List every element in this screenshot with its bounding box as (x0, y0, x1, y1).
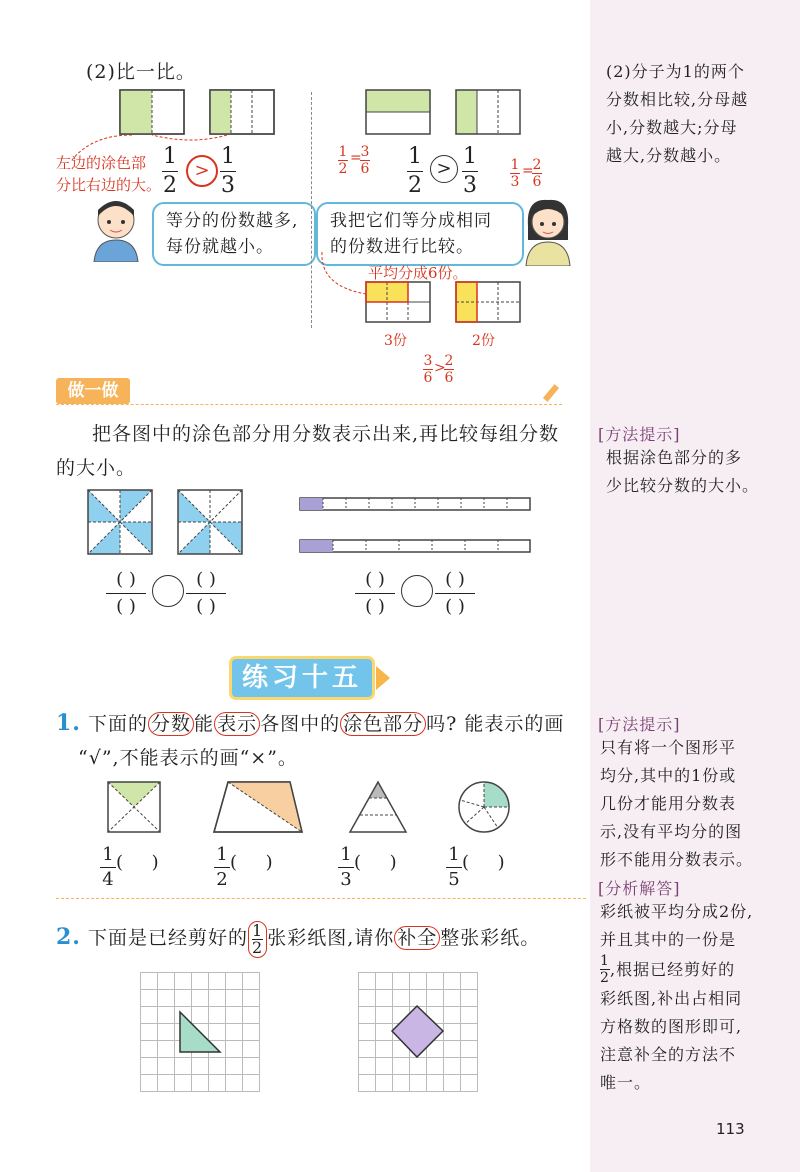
denominator: 6 (423, 370, 433, 386)
q2-keyword-complete: 补全 (394, 926, 440, 950)
numerator: 3 (423, 353, 433, 369)
side-note-line: 分数相比较,分母越 (606, 90, 749, 109)
share-3-label: 3份 (384, 333, 407, 349)
q1-figures (106, 780, 526, 836)
blank-denominator[interactable]: ( ) (196, 596, 216, 617)
tip-line: 彩纸图,补出占相同 (600, 989, 743, 1008)
task-line1: 把各图中的涂色部分用分数表示出来,再比较每组分数 (92, 423, 560, 445)
blank-numerator[interactable]: ( ) (445, 569, 465, 590)
denominator: 6 (444, 370, 454, 386)
tip-line: 形不能用分数表示。 (600, 850, 754, 869)
task-instruction (56, 417, 576, 485)
equals-sign-right: = (522, 163, 534, 179)
q1-answer-1[interactable]: ( ) (116, 852, 159, 873)
compare-circle: > (430, 155, 458, 183)
tip3-fraction (600, 954, 610, 985)
blank-fraction-3[interactable] (349, 570, 401, 617)
numerator: 1 (600, 953, 610, 969)
numerator: 1 (338, 144, 348, 160)
small-fraction-3-6-bottom (423, 354, 433, 385)
q2-number: 2. (56, 924, 81, 950)
left-note-line2: 分比右边的大。 (56, 176, 162, 194)
denominator: 2 (163, 173, 177, 198)
numerator: 1 (102, 844, 114, 865)
denominator: 2 (600, 970, 610, 986)
tip-line: ,根据已经剪好的 (610, 959, 736, 979)
denominator: 2 (408, 173, 422, 198)
small-fraction-3-6 (360, 145, 370, 176)
tip3-body (600, 898, 796, 1097)
numerator: 3 (360, 144, 370, 160)
zuoyizuo-line (56, 404, 562, 405)
denominator: 4 (102, 869, 114, 890)
numerator: 1 (163, 144, 177, 169)
part2-title: (2)比一比。 (86, 61, 196, 83)
right-fraction-figures (364, 88, 524, 138)
q2-text-c: 整张彩纸。 (440, 927, 541, 949)
numerator: 2 (444, 353, 454, 369)
denominator: 2 (216, 869, 228, 890)
q1-text-b: 能 (194, 713, 215, 735)
q1-fraction-2 (214, 845, 230, 890)
square-figures (86, 488, 246, 556)
q1-line2: “√”,不能表示的画“×”。 (78, 747, 298, 769)
q1-keyword-represent: 表示 (214, 712, 260, 736)
q1-fraction-1 (100, 845, 116, 890)
q2-fraction (248, 921, 267, 958)
section-divider (56, 898, 586, 899)
tip-line: 唯一。 (600, 1073, 652, 1092)
numerator: 1 (408, 144, 422, 169)
share-2-label: 2份 (472, 333, 495, 349)
fraction-one-half-right (407, 145, 423, 198)
denominator: 6 (360, 161, 370, 177)
q1-text-d: 吗? 能表示的画 (426, 713, 565, 735)
tip-line: 少比较分数的大小。 (606, 476, 760, 495)
denominator: 2 (252, 937, 264, 957)
boy-bubble-line1: 等分的份数越多, (166, 211, 299, 231)
numerator: 1 (221, 144, 235, 169)
tip1-body (606, 444, 796, 500)
page-number: 113 (716, 1120, 745, 1138)
denominator: 3 (510, 174, 520, 190)
tip-line-with-fraction (600, 954, 796, 985)
small-fraction-1-2 (338, 145, 348, 176)
q1-keyword-fraction: 分数 (148, 712, 194, 736)
tip-line: 几份才能用分数表 (600, 794, 737, 813)
q1-answer-2[interactable]: ( ) (230, 852, 273, 873)
tip1-title: [方法提示] (598, 425, 681, 444)
blank-denominator[interactable]: ( ) (445, 596, 465, 617)
blank-fraction-2[interactable] (180, 570, 232, 617)
split-label: 平均分成6份。 (368, 264, 468, 282)
denominator: 3 (340, 869, 352, 890)
blank-fraction-4[interactable] (429, 570, 481, 617)
side-note-1 (606, 58, 796, 170)
blank-denominator[interactable]: ( ) (116, 596, 136, 617)
fraction-one-third-right (462, 145, 478, 198)
q2-text-b: 张彩纸图,请你 (267, 927, 395, 949)
sixths-figures (364, 280, 524, 328)
blank-fraction-1[interactable] (100, 570, 152, 617)
banner-arrow-icon (376, 666, 390, 690)
blank-numerator[interactable]: ( ) (196, 569, 216, 590)
tip-line: 示,没有平均分的图 (600, 822, 743, 841)
q1-answer-4[interactable]: ( ) (462, 852, 505, 873)
grid-right-shape (358, 972, 478, 1092)
denominator: 3 (221, 173, 235, 198)
girl-bubble-line2: 的份数进行比较。 (330, 237, 474, 257)
tip-line: 彩纸被平均分成2份, (600, 902, 754, 921)
tip-line: 注意补全的方法不 (600, 1045, 737, 1064)
girl-bubble-line1: 我把它们等分成相同 (330, 211, 492, 231)
left-note (56, 152, 161, 196)
q1-number: 1. (56, 710, 81, 736)
numerator: 2 (532, 157, 542, 173)
sidebar-notes (590, 0, 800, 1172)
greater-sign-bottom: > (434, 360, 446, 376)
tip-line: 只有将一个图形平 (600, 738, 737, 757)
vertical-divider (311, 92, 312, 328)
tip2-title: [方法提示] (598, 715, 681, 734)
tip-line: 方格数的图形即可, (600, 1017, 743, 1036)
exercise-banner: 练习十五 (232, 659, 372, 697)
tip-line: 均分,其中的1份或 (600, 766, 737, 785)
zuoyizuo-label: 做一做 (56, 378, 130, 404)
question-2 (56, 920, 586, 958)
numerator: 1 (463, 144, 477, 169)
small-fraction-1-3 (510, 158, 520, 189)
numerator: 1 (340, 844, 352, 865)
side-note-line: 小,分数越大;分母 (606, 118, 738, 137)
pencil-icon (543, 384, 559, 402)
tip3-title: [分析解答] (598, 879, 681, 898)
numerator: 1 (448, 844, 460, 865)
small-fraction-2-6 (532, 158, 542, 189)
fraction-one-third (220, 145, 236, 198)
numerator: 1 (510, 157, 520, 173)
q1-fraction-4 (446, 845, 462, 890)
blank-numerator[interactable]: ( ) (365, 569, 385, 590)
left-note-line1: 左边的涂色部 (56, 154, 147, 172)
denominator: 5 (448, 869, 460, 890)
numerator: 1 (252, 920, 264, 940)
greater-sign: > (186, 155, 218, 187)
tip-line: 并且其中的一份是 (600, 930, 737, 949)
boy-bubble-line2: 每份就越小。 (166, 237, 274, 257)
task-line2: 的大小。 (56, 457, 137, 479)
small-fraction-2-6-bottom (444, 354, 454, 385)
girl-illustration (520, 196, 576, 266)
q2-text-a: 下面是已经剪好的 (88, 927, 249, 949)
q1-text-a: 下面的 (88, 713, 149, 735)
denominator: 3 (463, 173, 477, 198)
q1-keyword-shaded: 涂色部分 (340, 712, 426, 736)
denominator: 6 (532, 174, 542, 190)
bar-figures (298, 496, 534, 556)
q1-text-c: 各图中的 (260, 713, 341, 735)
equals-sign: = (350, 150, 362, 166)
boy-speech-bubble (152, 202, 316, 266)
numerator: 1 (216, 844, 228, 865)
blank-denominator[interactable]: ( ) (365, 596, 385, 617)
question-1 (56, 706, 586, 775)
tip2-body (600, 734, 796, 874)
denominator: 2 (338, 161, 348, 177)
grid-left-shape (140, 972, 260, 1092)
boy-illustration (88, 196, 144, 262)
side-note-line: 越大,分数越小。 (606, 146, 732, 165)
q1-fraction-3 (338, 845, 354, 890)
q1-answer-3[interactable]: ( ) (354, 852, 397, 873)
fraction-one-half (162, 145, 178, 198)
blank-numerator[interactable]: ( ) (116, 569, 136, 590)
tip-line: 根据涂色部分的多 (606, 448, 743, 467)
side-note-line: (2)分子为1的两个 (606, 62, 745, 81)
